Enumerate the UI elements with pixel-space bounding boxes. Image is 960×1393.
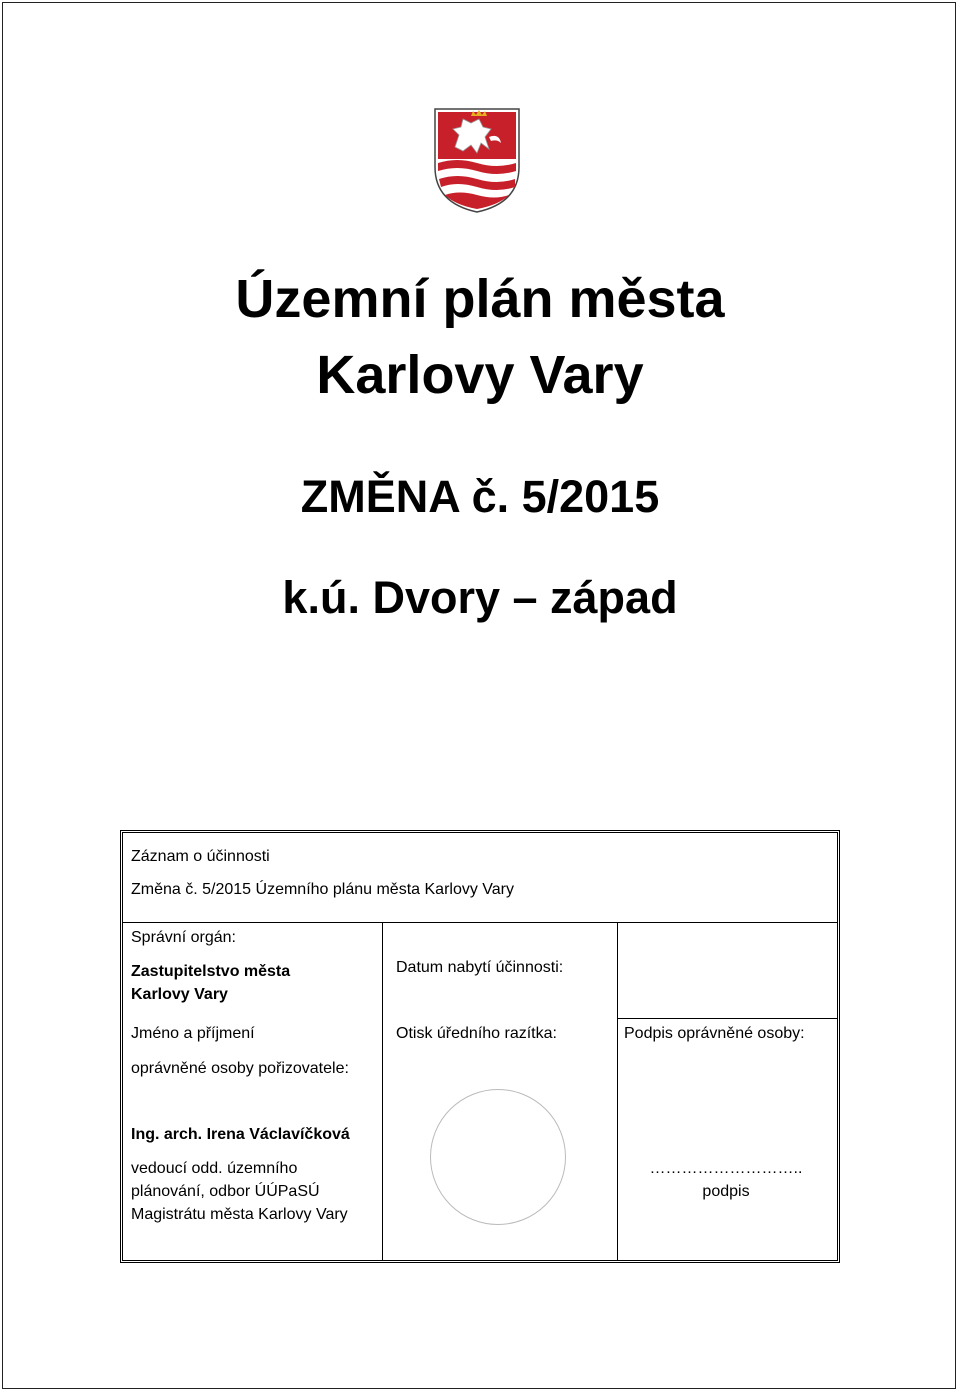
signature-dots: ……………………….. xyxy=(649,1160,803,1177)
person-role-line-1: vedoucí odd. územního xyxy=(131,1160,298,1177)
signature-caption: podpis xyxy=(702,1183,750,1200)
record-heading: Záznam o účinnosti xyxy=(131,848,270,865)
table-divider-horizontal-1 xyxy=(123,922,837,923)
signature-label: Podpis oprávněné osoby: xyxy=(624,1025,805,1042)
table-divider-horizontal-2 xyxy=(617,1018,837,1019)
person-name: Ing. arch. Irena Václavíčková xyxy=(131,1126,350,1143)
title-line-1: Územní plán města xyxy=(235,269,725,329)
record-subheading: Změna č. 5/2015 Územního plánu města Karlovy Vary xyxy=(131,881,514,898)
cadastral-area: k.ú. Dvory – západ xyxy=(282,572,678,623)
table-divider-vertical-1 xyxy=(382,922,383,1260)
name-label-line-1: Jméno a příjmení xyxy=(131,1025,255,1042)
stamp-placeholder-circle xyxy=(430,1089,566,1225)
stamp-label: Otisk úředního razítka: xyxy=(396,1025,557,1042)
change-number: ZMĚNA č. 5/2015 xyxy=(300,471,660,522)
authority-name-line-2: Karlovy Vary xyxy=(131,986,228,1003)
coat-of-arms-icon xyxy=(433,107,521,214)
authority-name-line-1: Zastupitelstvo města xyxy=(131,963,291,980)
person-role-line-3: Magistrátu města Karlovy Vary xyxy=(131,1206,348,1223)
name-label-line-2: oprávněné osoby pořizovatele: xyxy=(131,1060,349,1077)
effective-date-label: Datum nabytí účinnosti: xyxy=(396,959,564,976)
table-divider-vertical-2 xyxy=(617,922,618,1260)
authority-label: Správní orgán: xyxy=(131,929,236,946)
person-role-line-2: plánování, odbor ÚÚPaSÚ xyxy=(131,1183,320,1200)
title-line-2: Karlovy Vary xyxy=(316,345,644,405)
